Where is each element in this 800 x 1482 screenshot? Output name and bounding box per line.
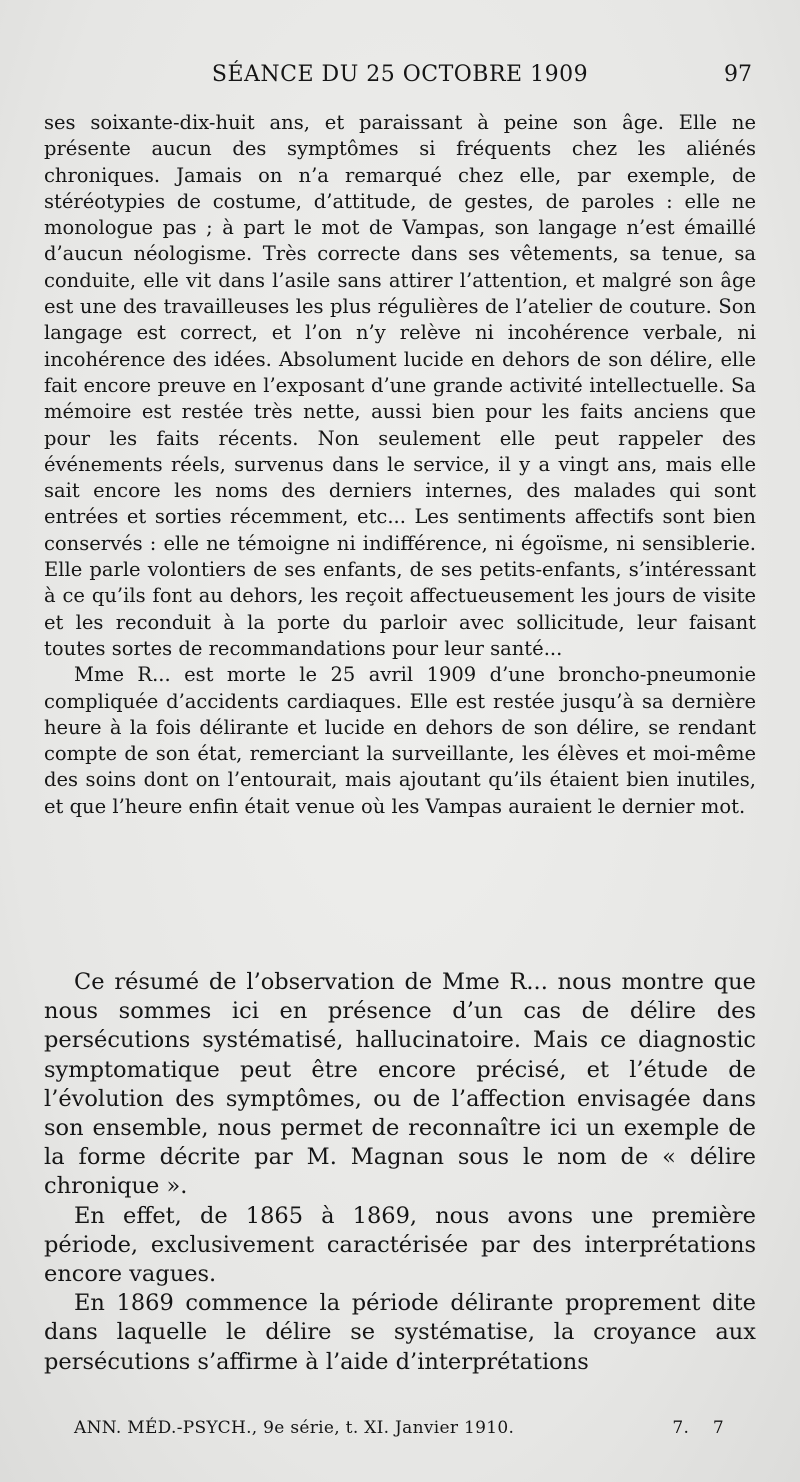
paragraph-first-period: En effet, de 1865 à 1869, nous avons une première période, exclusivement caractérisée par des interprétations encore vagues. [44,1202,756,1288]
page-header [44,62,756,94]
paragraph-delirious-period: En 1869 commence la période délirante proprement dite dans laquelle le délire se systématise, la croyance aux persécutions s’affirme à l’aide d’interprétations [44,1290,756,1375]
page-number: 97 [724,62,752,87]
journal-citation: ANN. MÉD.-PSYCH., 9e série, t. XI. Janvier 1910. [74,1418,515,1438]
paragraph-diagnosis: Ce résumé de l’observation de Mme R... nous montre que nous sommes ici en présence d’un cas de délire des persécutions systématisé, hallucinatoire. Mais ce diagnostic symptomatique peut être encore précisé, et l’étude de l’évolution des symptômes, ou de l’affection envisagée dans son ensemble, nous permet de reconnaître ici un exemple de la forme décrite par M. Magnan sous le nom de « délire chronique ». [44,969,756,1200]
main-text-section [44,968,756,1377]
paragraph-death-of-patient: Mme R... est morte le 25 avril 1909 d’une broncho-pneumonie compliquée d’accidents cardiaques. Elle est restée jusqu’à sa dernière heure à la fois délirante et lucide en dehors de son délire, se rendant compte de son état, remerciant la surveillante, les élèves et moi-même des soins dont on l’entourait, mais ajoutant qu’ils étaient bien inutiles, et que l’heure enfin était venue où les Vampas auraient le dernier mot. [44,663,756,818]
signature-mark: 7. 7 [672,1418,724,1438]
small-print-section [44,110,756,820]
page-footer [74,1418,724,1438]
running-head: SÉANCE DU 25 OCTOBRE 1909 [211,62,589,87]
paragraph-continuation: ses soixante-dix-huit ans, et paraissant à peine son âge. Elle ne présente aucun des symptômes si fréquents chez les aliénés chroniques. Jamais on n’a remarqué chez elle, par exemple, de stéréotypies de costume, d’attitude, de gestes, de paroles : elle ne monologue pas ; à part le mot de Vampas, son langage n’est émaillé d’aucun néologisme. Très correcte dans ses vêtements, sa tenue, sa conduite, elle vit dans l’asile sans attirer l’attention, et malgré son âge est une des travailleuses les plus régulières de l’atelier de couture. Son langage est correct, et l’on n’y relève ni incohérence verbale, ni incohérence des idées. Absolument lucide en dehors de son délire, elle fait encore preuve en l’exposant d’une grande activité intellectuelle. Sa mémoire est restée très nette, aussi bien pour les faits anciens que pour les faits récents. Non seulement elle peut rappeler des événements réels, survenus dans le service, il y a vingt ans, mais elle sait encore les noms des derniers internes, des malades qui sont entrées et sorties récemment, etc... Les sentiments affectifs sont bien conservés : elle ne témoigne ni indifférence, ni égoïsme, ni sensiblerie. Elle parle volontiers de ses enfants, de ses petits-enfants, s’intéressant à ce qu’ils font au dehors, les reçoit affectueusement les jours de visite et les reconduit à la porte du parloir avec sollicitude, leur faisant toutes sortes de recommandations pour leur santé... [44,111,756,660]
